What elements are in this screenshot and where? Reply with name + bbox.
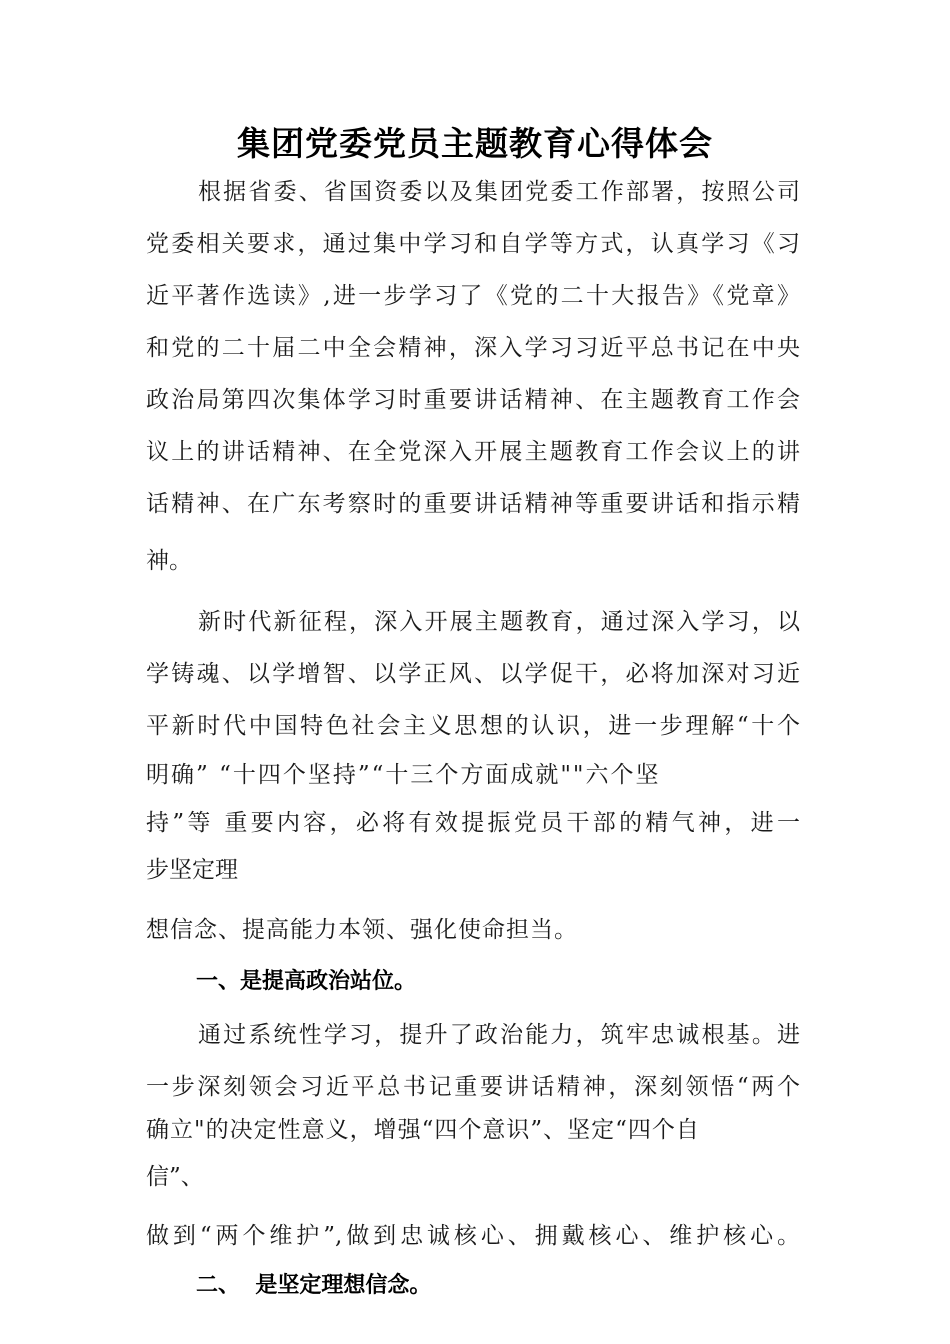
document-title: 集团党委党员主题教育心得体会 — [237, 124, 713, 163]
paragraph-line: 通过系统性学习，提升了政治能力，筑牢忠诚根基。进 — [198, 1022, 800, 1048]
paragraph-line: 做到“两个维护”,做到忠诚核心、拥戴核心、维护核心。 — [146, 1223, 800, 1249]
paragraph-line: 根据省委、省国资委以及集团党委工作部署，按照公司 — [198, 179, 800, 205]
paragraph-line: 信”、 — [146, 1164, 204, 1190]
paragraph-line: 政治局第四次集体学习时重要讲话精神、在主题教育工作会 — [146, 387, 800, 413]
paragraph-line: 一步深刻领会习近平总书记重要讲话精神，深刻领悟“两个 — [146, 1074, 800, 1100]
paragraph-line: 神。 — [146, 548, 192, 574]
paragraph-line: 确立"的决定性意义，增强“四个意识”、坚定“四个自 — [146, 1117, 700, 1143]
section-heading: 二、 是坚定理想信念。 — [196, 1273, 432, 1298]
paragraph-line: 近平著作选读》,进一步学习了《党的二十大报告》《党章》 — [146, 283, 800, 309]
paragraph-line: 想信念、提高能力本领、强化使命担当。 — [146, 917, 578, 943]
paragraph-line: 平新时代中国特色社会主义思想的认识，进一步理解“十个 — [146, 713, 800, 739]
paragraph-line: 新时代新征程，深入开展主题教育，通过深入学习，以 — [198, 609, 800, 635]
paragraph-line: 话精神、在广东考察时的重要讲话精神等重要讲话和指示精 — [146, 491, 800, 517]
paragraph-line: 步坚定理 — [146, 857, 238, 883]
paragraph-line: 党委相关要求，通过集中学习和自学等方式，认真学习《习 — [146, 231, 800, 257]
paragraph-line: 和党的二十届二中全会精神，深入学习习近平总书记在中央 — [146, 335, 800, 361]
paragraph-line: 持”等 重要内容，必将有效提振党员干部的精气神，进一 — [146, 810, 800, 836]
section-heading: 一、是提高政治站位。 — [196, 969, 417, 994]
paragraph-line: 明确” “十四个坚持”“十三个方面成就""六个坚 — [146, 762, 661, 788]
paragraph-line: 学铸魂、以学增智、以学正风、以学促干，必将加深对习近 — [146, 661, 800, 687]
paragraph-line: 议上的讲话精神、在全党深入开展主题教育工作会议上的讲 — [146, 439, 800, 465]
